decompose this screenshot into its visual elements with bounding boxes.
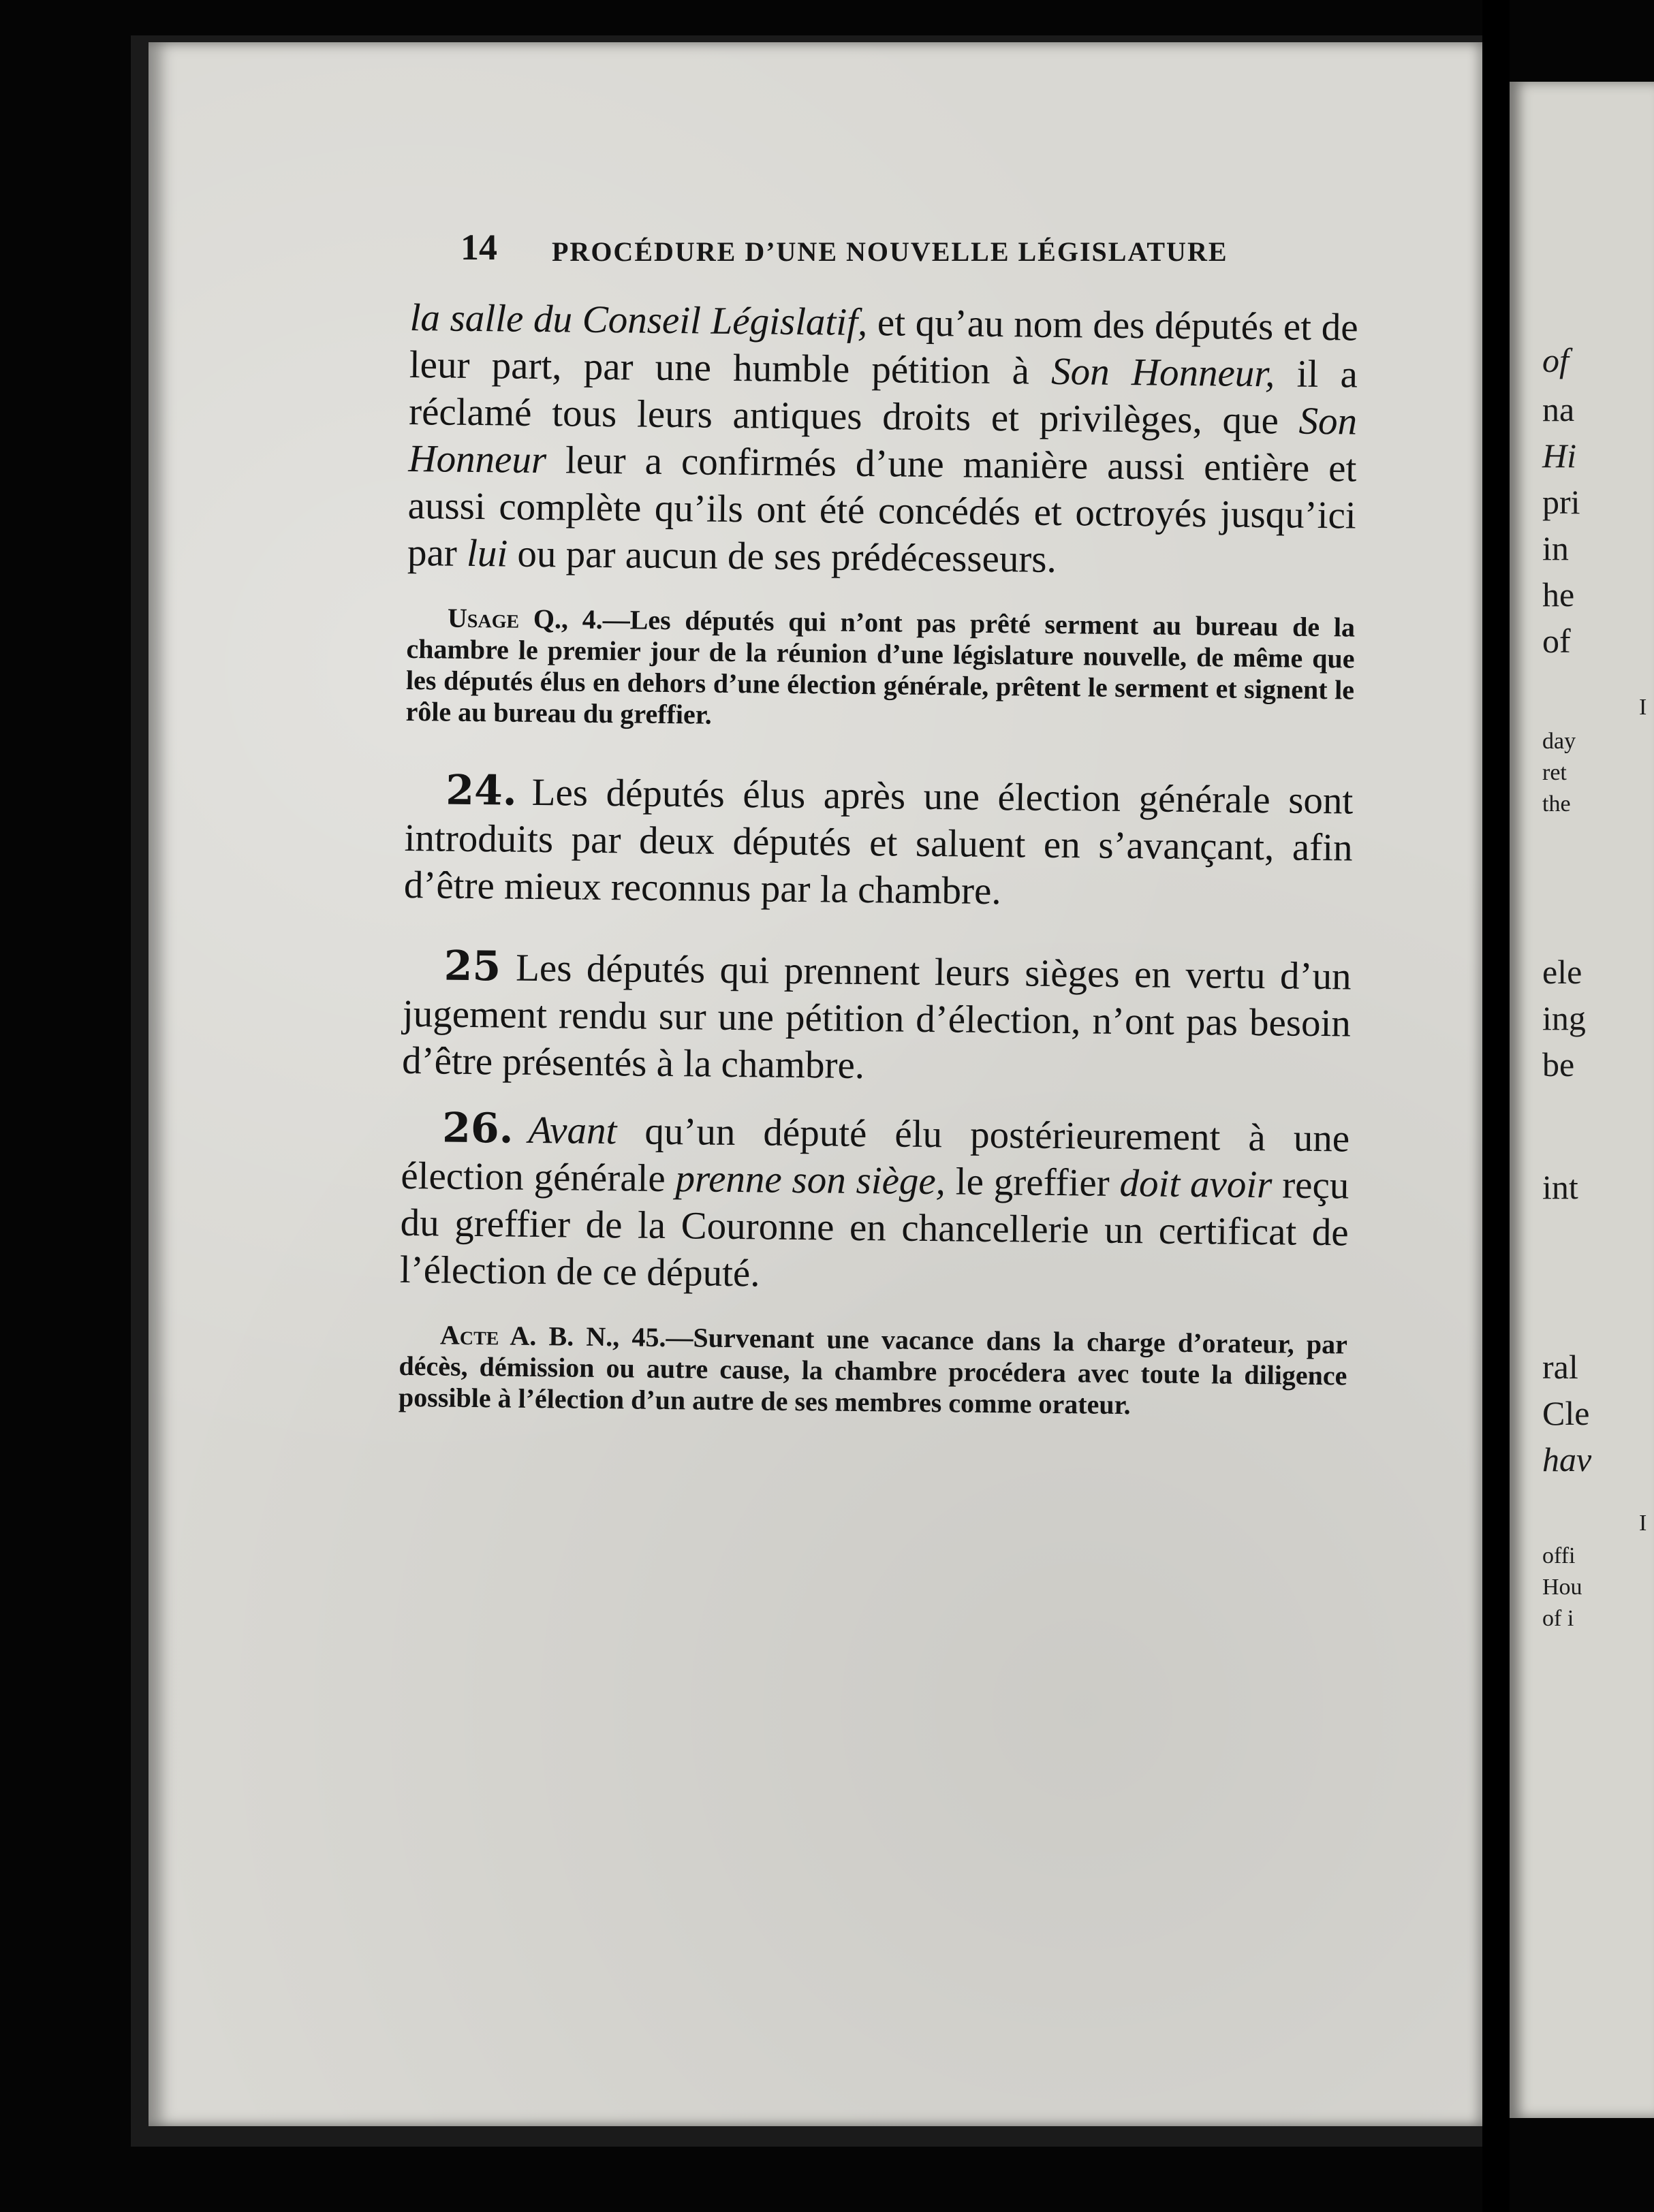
- paragraph-text: et qu’au nom des députés et de leur part, par une humble pétition à: [409, 301, 1358, 393]
- facing-fragment: ral: [1542, 1348, 1578, 1386]
- italic-text: Avant: [528, 1108, 617, 1153]
- facing-fragment: I: [1639, 1511, 1647, 1536]
- facing-fragment: day: [1542, 729, 1576, 754]
- facing-fragment: offi: [1542, 1543, 1576, 1568]
- facing-fragment: of: [1542, 341, 1569, 379]
- usage-note: [405, 602, 1355, 738]
- facing-fragment: in: [1542, 529, 1569, 567]
- facing-fragment: be: [1542, 1045, 1575, 1084]
- running-head: PROCÉDURE D’UNE NOUVELLE LÉGISLATURE: [552, 236, 1228, 267]
- section-24: [404, 767, 1354, 919]
- facing-fragment: na: [1542, 390, 1575, 428]
- section-text: Les députés qui prennent leurs sièges en vertu d’un jugement rendu sur une pétition d’élection, n’ont pas besoin d’être présentés à la chambre.: [401, 946, 1352, 1088]
- book-gutter: [1482, 0, 1510, 2212]
- italic-text: prenne son siège,: [675, 1157, 946, 1203]
- facing-fragment: hav: [1542, 1440, 1592, 1479]
- note-label: Usage Q., 4.: [447, 602, 603, 635]
- italic-text: doit avoir: [1119, 1161, 1273, 1207]
- facing-fragment: I: [1639, 695, 1647, 720]
- italic-text: Son Honneur,: [1050, 349, 1275, 396]
- page-body: [399, 294, 1358, 1423]
- section-text: qu’un député élu postérieurement à une élection générale: [401, 1109, 1350, 1201]
- section-text: le greffier: [945, 1160, 1120, 1205]
- facing-fragment: ing: [1542, 999, 1586, 1037]
- facing-fragment: the: [1542, 791, 1571, 817]
- italic-text: Son Honneur: [408, 399, 1358, 482]
- facing-page: [1510, 82, 1654, 2118]
- section-number: 24.: [446, 766, 518, 815]
- section-text: reçu du greffier de la Couronne en chancellerie un certificat de l’élection de ce député.: [399, 1163, 1349, 1295]
- paragraph-text: ou par aucun de ses prédécesseurs.: [507, 532, 1057, 581]
- paragraph-text: leur a confirmés d’une manière aussi entière et aussi complète qu’ils ont été concédés et octroyés jusqu’ici par: [407, 439, 1357, 575]
- note-text: —Les députés qui n’ont pas prêté serment au bureau de la chambre le premier jour de la réunion d’une législature nouvelle, de même que les députés élus en dehors d’une élection générale, prêtent le serment et signent le rôle au bureau du greffier.: [405, 603, 1356, 730]
- note-label: Acte A. B. N., 45.: [439, 1319, 666, 1353]
- facing-fragment: Hi: [1542, 437, 1576, 475]
- italic-text: lui: [466, 531, 508, 575]
- paragraph-text: il a réclamé tous leurs antiques droits et privilèges, que: [408, 352, 1358, 443]
- section-number: 25: [443, 942, 501, 991]
- facing-fragment: Hou: [1542, 1575, 1582, 1600]
- note-text: —Survenant une vacance dans la charge d’orateur, par décès, démission ou autre cause, la chambre procédera avec toute la diligence possible à l’élection d’un autre de ses membres comme orateur.: [398, 1322, 1348, 1421]
- section-number: 26.: [441, 1104, 514, 1153]
- facing-fragment: of: [1542, 622, 1571, 660]
- facing-fragment: pri: [1542, 483, 1580, 521]
- facing-fragment: of i: [1542, 1606, 1574, 1631]
- page-number: 14: [461, 227, 497, 268]
- facing-fragment: int: [1542, 1168, 1578, 1206]
- facing-fragment: ele: [1542, 953, 1582, 991]
- act-note: [399, 1319, 1347, 1423]
- facing-fragment: he: [1542, 575, 1575, 614]
- section-text: Les députés élus après une élection générale sont introduits par deux députés et saluent en s’avançant, afin d’être mieux reconnus par la chambre.: [403, 770, 1354, 913]
- section-25: [402, 943, 1352, 1094]
- italic-text: la salle du Conseil Législatif,: [409, 296, 868, 345]
- facing-fragment: ret: [1542, 760, 1567, 785]
- facing-fragment: Cle: [1542, 1394, 1590, 1432]
- section-26: [400, 1105, 1350, 1304]
- opening-paragraph: [407, 294, 1358, 586]
